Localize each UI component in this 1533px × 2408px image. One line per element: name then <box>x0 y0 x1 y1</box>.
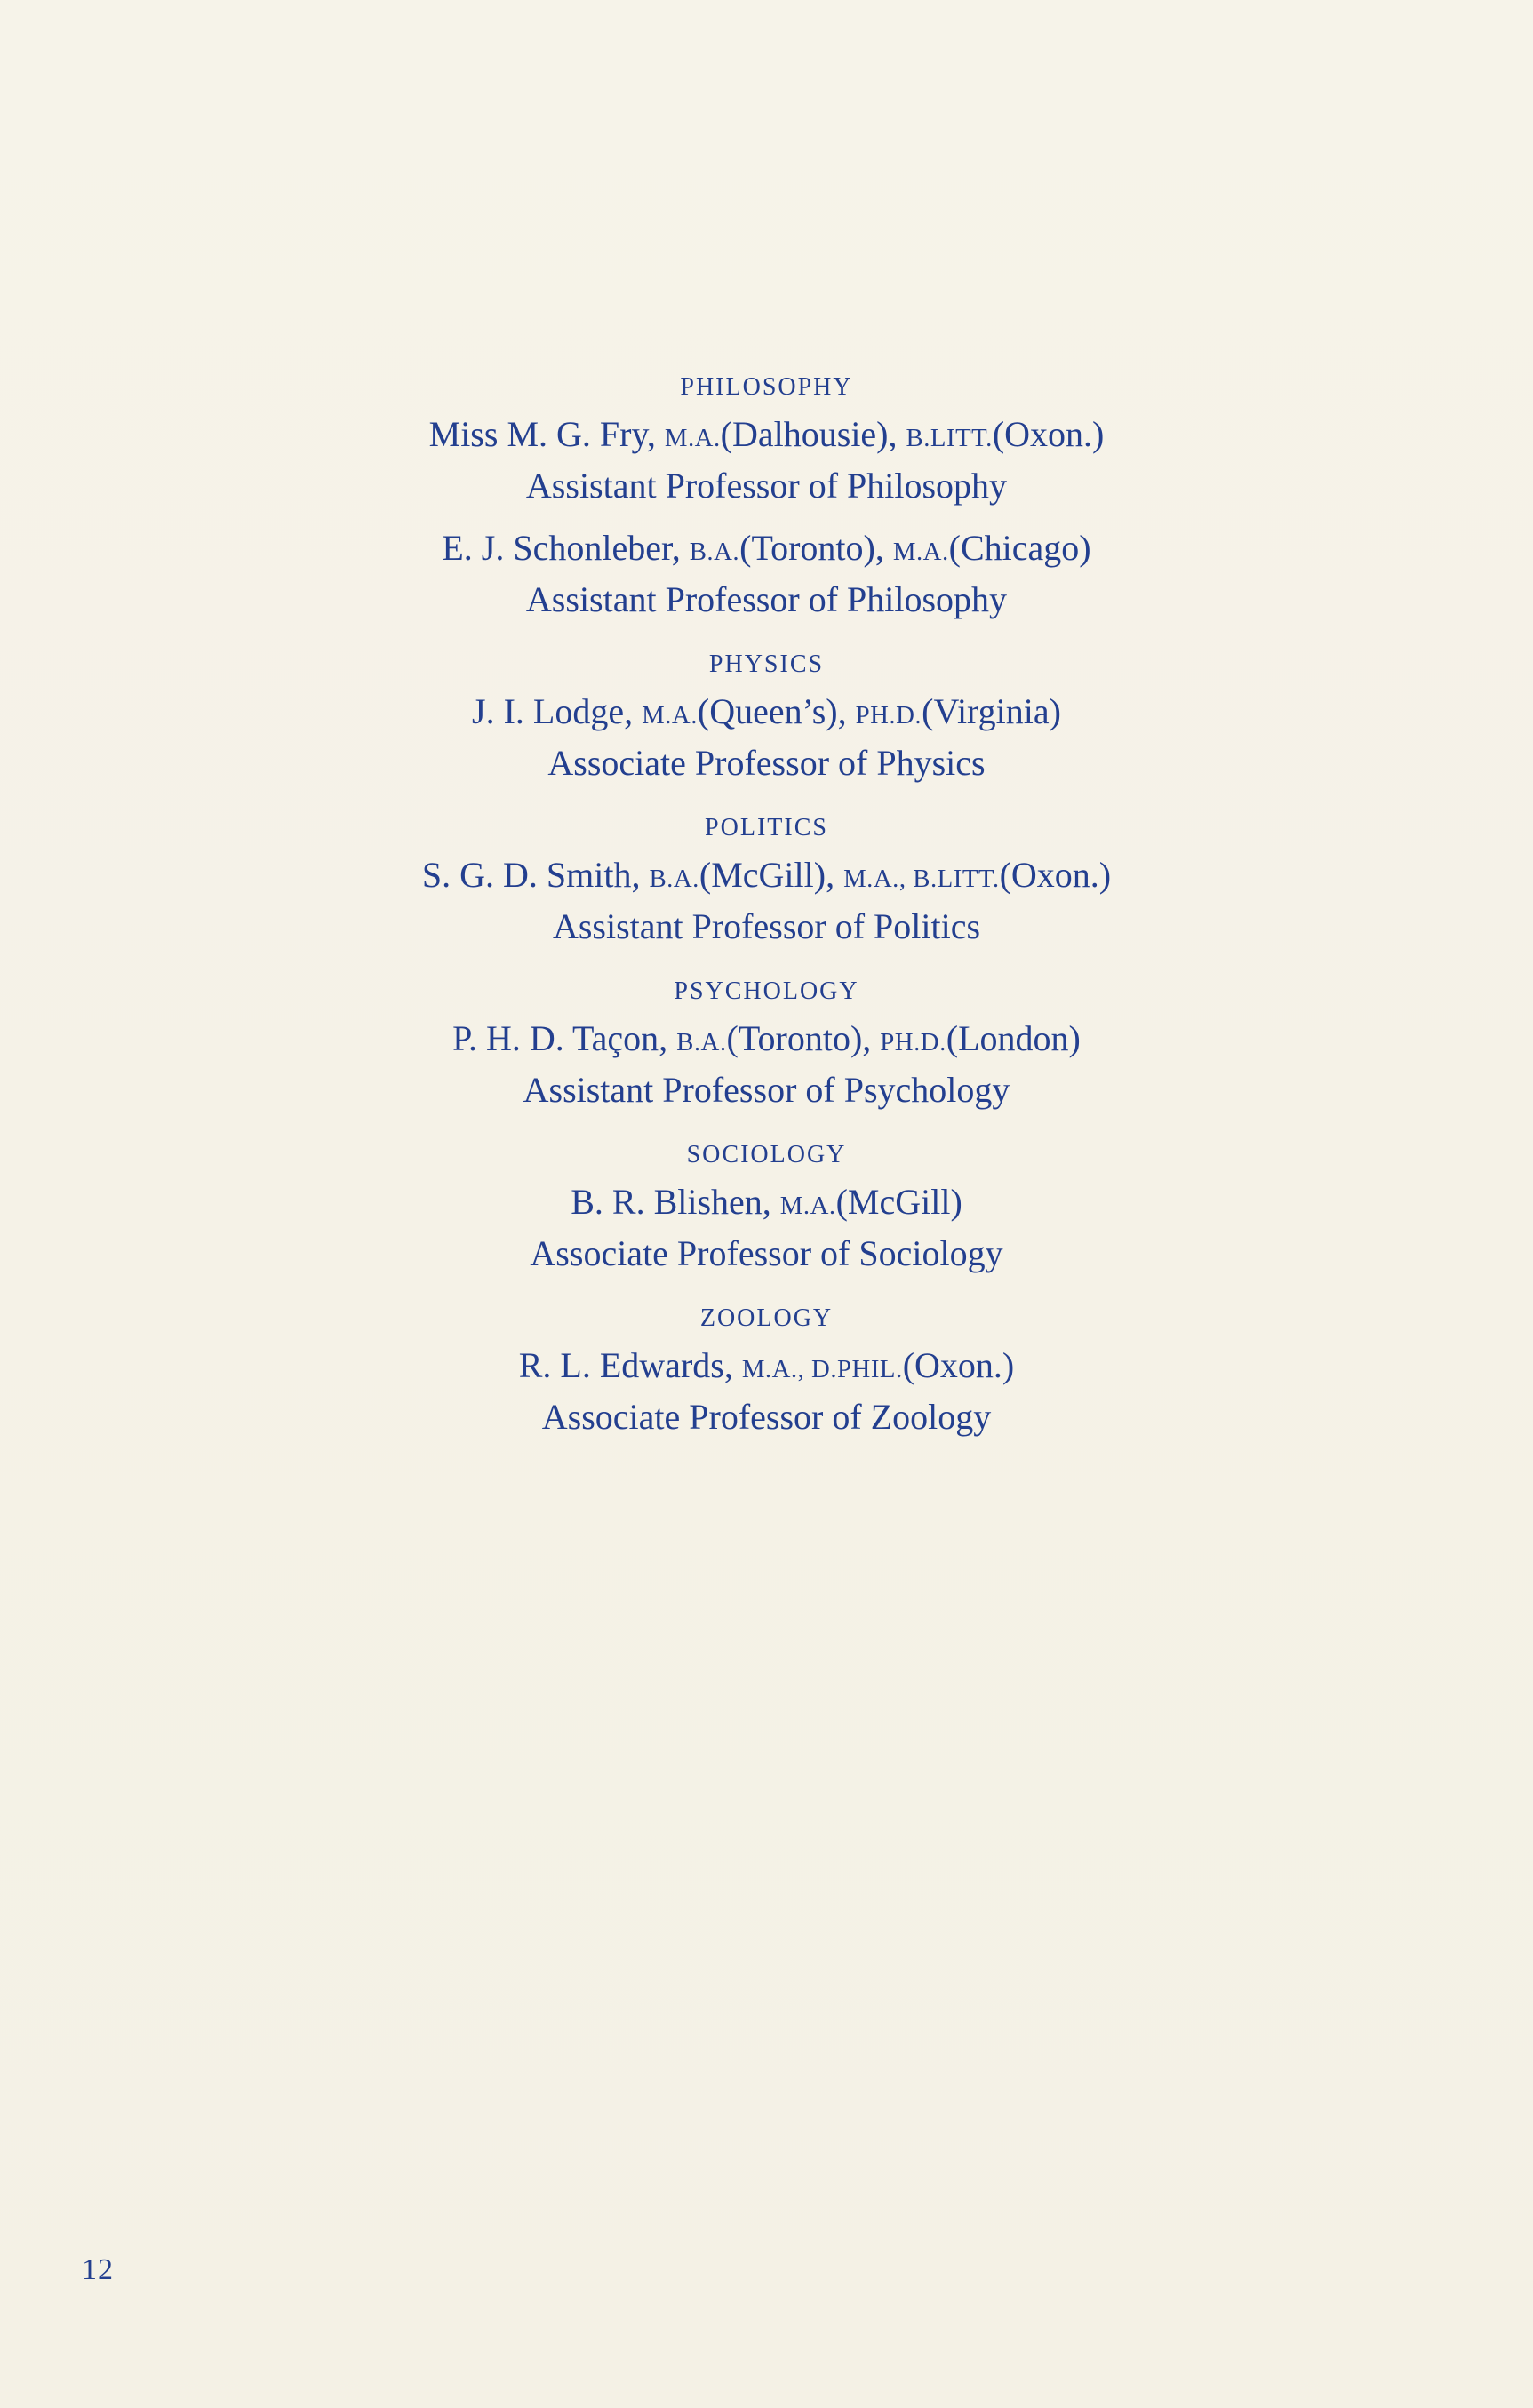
section-politics <box>0 814 1533 951</box>
degree: PH.D. <box>855 701 922 730</box>
faculty-name: Miss M. G. Fry, <box>428 414 656 454</box>
degree: B.A. <box>649 865 699 893</box>
faculty-name-line <box>0 411 1533 462</box>
institution: (McGill) <box>835 1182 962 1222</box>
institution: (Dalhousie), <box>720 414 898 454</box>
section-heading: SOCIOLOGY <box>686 1141 847 1168</box>
faculty-title: Associate Professor of Physics <box>547 743 986 783</box>
section-physics <box>0 650 1533 787</box>
faculty-name-line <box>0 1342 1533 1393</box>
faculty-entry <box>0 1342 1533 1441</box>
section-heading: PSYCHOLOGY <box>674 977 859 1005</box>
degree: M.A. <box>779 1192 836 1220</box>
faculty-name-line <box>0 851 1533 903</box>
faculty-name-line <box>0 688 1533 739</box>
degree: PH.D. <box>880 1028 946 1056</box>
faculty-name: P. H. D. Taçon, <box>452 1018 668 1058</box>
section-psychology <box>0 977 1533 1114</box>
faculty-name: J. I. Lodge, <box>472 691 634 731</box>
institution: (Virginia) <box>922 691 1061 731</box>
faculty-entry <box>0 1178 1533 1278</box>
faculty-name-line <box>0 1178 1533 1230</box>
faculty-name: S. G. D. Smith, <box>421 855 641 895</box>
section-zoology <box>0 1304 1533 1441</box>
faculty-entry <box>0 524 1533 624</box>
section-heading: ZOOLOGY <box>699 1304 834 1332</box>
institution: (Oxon.) <box>902 1345 1015 1385</box>
faculty-name: B. R. Blishen, <box>571 1182 771 1222</box>
faculty-entry <box>0 688 1533 787</box>
degree: M.A. <box>892 538 949 566</box>
faculty-title: Assistant Professor of Philosophy <box>525 466 1008 506</box>
degree: M.A. <box>664 424 721 452</box>
faculty-list <box>0 373 1533 1455</box>
faculty-title: Associate Professor of Zoology <box>541 1397 992 1437</box>
institution: (Chicago) <box>948 528 1091 568</box>
faculty-title: Associate Professor of Sociology <box>530 1233 1003 1273</box>
faculty-entry <box>0 411 1533 510</box>
institution: (Oxon.) <box>992 414 1105 454</box>
section-heading: PHYSICS <box>708 650 825 678</box>
faculty-name: R. L. Edwards, <box>518 1345 733 1385</box>
institution: (London) <box>946 1018 1081 1058</box>
faculty-entry <box>0 851 1533 951</box>
section-heading: PHILOSOPHY <box>680 373 853 401</box>
faculty-title: Assistant Professor of Politics <box>552 906 981 946</box>
faculty-name-line <box>0 524 1533 576</box>
institution: (Toronto), <box>739 528 884 568</box>
institution: (Toronto), <box>726 1018 872 1058</box>
institution: (McGill), <box>699 855 835 895</box>
section-sociology <box>0 1141 1533 1278</box>
section-heading: POLITICS <box>705 814 828 841</box>
degree: B.LITT. <box>906 424 993 452</box>
faculty-name-line <box>0 1015 1533 1066</box>
faculty-entry <box>0 1015 1533 1114</box>
institution: (Oxon.) <box>999 855 1112 895</box>
institution: (Queen’s), <box>697 691 847 731</box>
degree: M.A., B.LITT. <box>843 865 1000 893</box>
section-philosophy <box>0 373 1533 624</box>
page-number: 12 <box>82 2253 114 2286</box>
degree: M.A. <box>642 701 698 730</box>
faculty-name: E. J. Schonleber, <box>442 528 681 568</box>
faculty-title: Assistant Professor of Philosophy <box>525 579 1008 619</box>
degree: B.A. <box>676 1028 727 1056</box>
degree: M.A., D.PHIL. <box>741 1355 903 1383</box>
faculty-title: Assistant Professor of Psychology <box>523 1070 1010 1110</box>
degree: B.A. <box>689 538 740 566</box>
